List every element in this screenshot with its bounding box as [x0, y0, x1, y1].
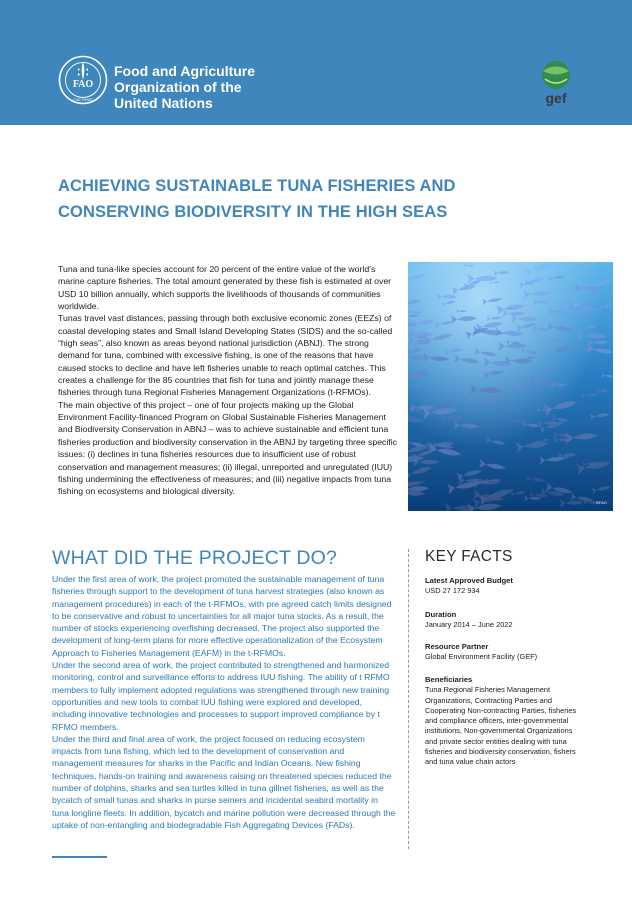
tuna-school-photo [408, 262, 613, 511]
project-paragraph: Under the first area of work, the project promoted the sustainable management of tuna fisheries through support to the development of tuna harvest strategies (also known as management procedures) in each of the t-RFMOs, with pre agreed catch limits designed to be conservative and robust to uncertainties for all major tuna stocks. As a result, the number of stocks experiencing overfishing decreased. The project also supported the development of long-term plans for more effective operationalization of the Ecosystem Approach to Fisheries Management (EAFM) in the t-RFMOs. [52, 574, 392, 658]
intro-text [58, 263, 400, 498]
key-fact-duration [425, 610, 585, 631]
key-fact-value: January 2014 – June 2022 [425, 620, 513, 630]
fao-motto: FIAT PANIS [73, 98, 93, 103]
organization-name [114, 63, 255, 111]
org-name-line: United Nations [114, 95, 213, 111]
key-fact-label: Resource Partner [425, 642, 489, 651]
gef-logo-text: gef [545, 90, 567, 106]
fao-logo-text: FAO [72, 79, 94, 90]
tuna-school-image [408, 262, 613, 511]
org-name-line: Food and Agriculture [114, 63, 256, 79]
key-fact-label: Beneficiaries [425, 675, 473, 684]
key-fact-beneficiaries [425, 675, 585, 768]
title-line: CONSERVING BIODIVERSITY IN THE HIGH SEAS [58, 203, 448, 221]
page-title [58, 173, 578, 225]
key-fact-value: Global Environment Facility (GEF) [425, 652, 538, 662]
fao-logo [58, 55, 108, 105]
key-fact-budget [425, 576, 585, 597]
key-facts-heading: KEY FACTS [425, 548, 513, 565]
key-fact-label: Duration [425, 610, 457, 619]
project-section-heading: WHAT DID THE PROJECT DO? [52, 547, 338, 569]
key-fact-value: Tuna Regional Fisheries Management Organizations, Contracting Parties and Cooperating Non-contracting Parties, fisheries and compliance officers, inter-governmental institutions, Non-governmental Organizations and private sector entities dealing with tuna fisheries and biodiversity conservation, fishers and tuna value chain actors [425, 685, 577, 767]
gef-logo [533, 57, 579, 107]
project-paragraph: Under the second area of work, the project contributed to strengthened and harmonized monitoring, control and surveillance efforts to address IUU fishing. The ability of t RFMO members to fully implement adopted regulations was strengthened through new training opportunities and new tools to combat IUU fishing were explored and developed, including innovative technologies and processes to support improved compliance by t RFMO members. [52, 660, 390, 732]
project-text [52, 573, 397, 831]
column-divider [408, 549, 409, 849]
header-banner [0, 0, 632, 125]
photo-credit: ©FAO [596, 500, 607, 505]
key-fact-label: Latest Approved Budget [425, 576, 513, 585]
title-line: ACHIEVING SUSTAINABLE TUNA FISHERIES AND [58, 177, 456, 195]
intro-paragraph: Tuna and tuna-like species account for 20 percent of the entire value of the world’s marine capture fisheries. The total amount generated by these fish is estimated at over USD 10 billion annually, which supports the livelihoods of thousands of communities worldwide. [58, 264, 392, 312]
intro-paragraph: The main objective of this project – one of four projects making up the Global Environment Facility-financed Program on Global Sustainable Fisheries Management and Biodiversity Conservation in ABNJ – was to achieve sustainable and efficient tuna fisheries production and biodiversity conservation in the ABNJ by targeting three specific issues: (i) declines in tuna fisheries resources due to insufficient use of robust conservation and management measures; (ii) illegal, unreported and unregulated (IUU) fishing undermining the effectiveness of measures; and (iii) negative impacts from tuna fishing on ecosystems and biological diversity. [58, 399, 397, 497]
key-fact-resource-partner [425, 642, 585, 663]
section-underline [52, 856, 107, 858]
project-paragraph: Under the third and final area of work, the project focused on reducing ecosystem impacts from tuna fishing, which led to the development of conservation and management measures for sharks in the Pacific and Indian Oceans. New fishing techniques, hands-on training and awareness raising on threatened species reduced the number of dolphins, sharks and sea turtles killed in tuna gillnet fisheries, as well as the bycatch of small tunas and sharks in purse seiners and incidental seabird mortality in tuna longline fleets. In addition, bycatch and marine pollution were decreased through the uptake of non-entangling and biodegradable Fish Aggregating Devices (FADs). [52, 733, 396, 830]
intro-paragraph: Tunas travel vast distances, passing through both exclusive economic zones (EEZs) of coastal developing states and Small Island Developing States (SIDS) and the so-called “high seas”, also known as areas beyond national jurisdiction (ABNJ). The strong demand for tuna, combined with excessive fishing, is one of the reasons that have caused stocks to decline and have left fisheries unable to reach optimal catches. This creates a challenge for the 85 countries that fish for tuna and jointly manage these fisheries through tuna Regional Fisheries Management Organizations (t-RFMOs). [58, 313, 393, 398]
org-name-line: Organization of the [114, 79, 242, 95]
key-fact-value: USD 27 172 934 [425, 586, 480, 596]
